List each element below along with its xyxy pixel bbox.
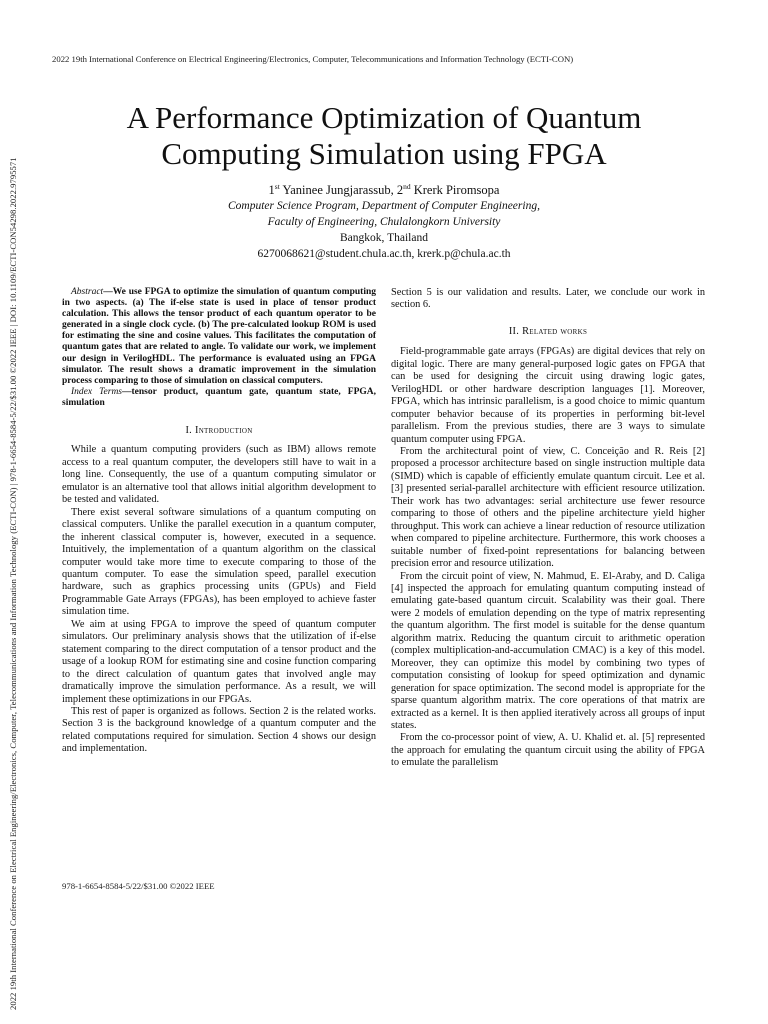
right-column <box>391 287 705 770</box>
paragraph: This rest of paper is organized as follows. Section 2 is the related works. Section 3 is the background knowledge of a quantum computer and the related computations required for simulation. Section 4 shows our design and implementation. <box>62 706 376 755</box>
author-emails: 6270068621@student.chula.ac.th, krerk.p@chula.ac.th <box>257 248 511 260</box>
paper-title <box>60 100 708 172</box>
author-2-name: Krerk Piromsopa <box>410 183 500 197</box>
section-heading-introduction: I. Introduction <box>185 425 253 437</box>
conference-header: 2022 19th International Conference on Electrical Engineering/Electronics, Computer, Telecommunications and Information Technology (ECTI-CON) <box>52 54 574 64</box>
copyright-footer: 978-1-6654-8584-5/22/$31.00 ©2022 IEEE <box>62 881 215 891</box>
author-1-name: Yaninee Jungjarassub, <box>279 183 397 197</box>
abstract-label: Abstract <box>71 287 104 297</box>
author-1-ordinal: st <box>274 182 280 191</box>
author-2-number: 2 <box>396 183 404 197</box>
author-block <box>60 182 708 262</box>
paragraph-continued: Section 5 is our validation and results. Later, we conclude our work in section 6. <box>391 287 705 311</box>
section-heading-related-works: II. Related works <box>508 325 588 337</box>
paragraph: From the circuit point of view, N. Mahmud, E. El-Araby, and D. Caliga [4] inspected the approach for emulating quantum computing instead of emulating gate-based quantum circuit. Scalability was their goal. There were 2 models of emulation depending on the type of matrix representing the quantum algorithm. The first model is suitable for the dense quantum algorithm matrix. Reducing the quantum circuit to arithmetic operation (complex multiplication-and-accumulation CMAC) is a key of this model. Moreover, they can optimize this model by combining two types of computation consisting of lookup for speed optimization and dynamic generation for space optimization. The second model is appropriate for the sparse quantum algorithm matrix. The core operations of that matrix are extracted as a kernel. It is then applied iteratively across all groups of input states. <box>391 570 705 731</box>
paragraph: There exist several software simulations of a quantum computing on classical computers. Unlike the parallel execution in a quantum computer, the inherent classical computer is, however, executed in a sequence. Intuitively, the implementation of a quantum algorithm on the classical computer would take more time to execute comparing to those of the quantum computer. To ease the simulation speed, parallel execution hardware, such as graphics processing units (GPUs) and Field Programmable Gate Arrays (FPGAs), has been employed to achieve faster simulation time. <box>62 506 376 618</box>
paragraph: While a quantum computing providers (such as IBM) allows remote access to a real quantum computer, the developers still have to wait in a long line. Consequently, the use of a quantum computing simulator or emulator is an alternative tool that allows initial algorithm development to be tested and validated. <box>62 444 376 506</box>
author-location: Bangkok, Thailand <box>340 232 428 244</box>
paragraph: From the architectural point of view, C. Conceição and R. Reis [2] proposed a processor architecture based on single instruction multiple data (SIMD) which is capable of efficiently emulate quantum circuit. Lee et al. [3] presented serial-parallel architecture with efficient resource utilization. Their work has two advantages: serial architecture use fewer resource comparing to those of others and the pipeline architecture yield higher throughput. This work can achieve a linear reduction of resource utilization when compared to pipeline architecture. Furthermore, this work chooses a suitable number of fixed-point representations for balancing between precision error and resource utilization. <box>391 445 705 570</box>
side-metadata: 2022 19th International Conference on Electrical Engineering/Electronics, Computer, Telecommunications and Information Technology (ECTI-CON) | 978-1-6654-8584-5/22/$31.00 ©2022 IEEE | DOI: 10.1109/ECTI-CON54298.2022.9795571 <box>8 157 18 1010</box>
abstract <box>62 287 376 387</box>
index-terms-label: Index Terms <box>71 386 123 397</box>
paragraph: Field-programmable gate arrays (FPGAs) are digital devices that rely on digital logic. There are many general-purposed logic gates on FPGA that can be used for designing the circuit using drawing logic gates, VerilogHDL or other hardware description languages [1]. Moreover, FPGA, which has intrinsic parallelism, is a good choice to mimic quantum computer behavior because of its properties in performing bit-level parallelism. From the previous studies, there are 3 ways to simulate quantum computer using FPGA. <box>391 346 705 445</box>
abstract-text: —We use FPGA to optimize the simulation of quantum computing in two aspects. (a) The if-else state is used in place of tensor product calculation. This allows the tensor product of each quantum operator to be generated in a single clock cycle. (b) The pre-calculated lookup ROM is used for estimating the sine and cosine values. This facilitates the computation of quantum gates that are related to angle. To validate our work, we implement our design in VerilogHDL. The performance is evaluated using an FPGA simulator. The result shows a dramatic improvement in the simulation process comparing to those of simulation on classical computers. <box>62 287 376 386</box>
author-2-ordinal: nd <box>403 182 411 191</box>
affiliation-line-2: Faculty of Engineering, Chulalongkorn University <box>267 216 501 228</box>
index-terms <box>62 387 376 409</box>
paragraph: We aim at using FPGA to improve the speed of quantum computer simulators. Our preliminary analysis shows that the utilization of if-else statement comparing to the direct computation of a tensor product and the usage of a lookup ROM for estimating sine and cosine function comparing to the direct calculation of quantum gates that involved angle may dramatically improve the simulation performance. As a result, we will implement these optimizations in our FPGAs. <box>62 618 376 705</box>
left-column <box>62 287 376 756</box>
author-names <box>60 182 708 198</box>
affiliation-line-1: Computer Science Program, Department of Computer Engineering, <box>228 200 540 212</box>
title-line-1: A Performance Optimization of Quantum <box>126 100 642 135</box>
paragraph: From the co-processor point of view, A. U. Khalid et. al. [5] represented the approach for emulating the quantum circuit using the ability of FPGA to emulate the parallelism <box>391 732 705 769</box>
index-terms-text: —tensor product, quantum gate, quantum state, FPGA, simulation <box>62 386 376 408</box>
title-line-2: Computing Simulation using FPGA <box>161 136 607 171</box>
author-1-number: 1 <box>268 183 275 197</box>
